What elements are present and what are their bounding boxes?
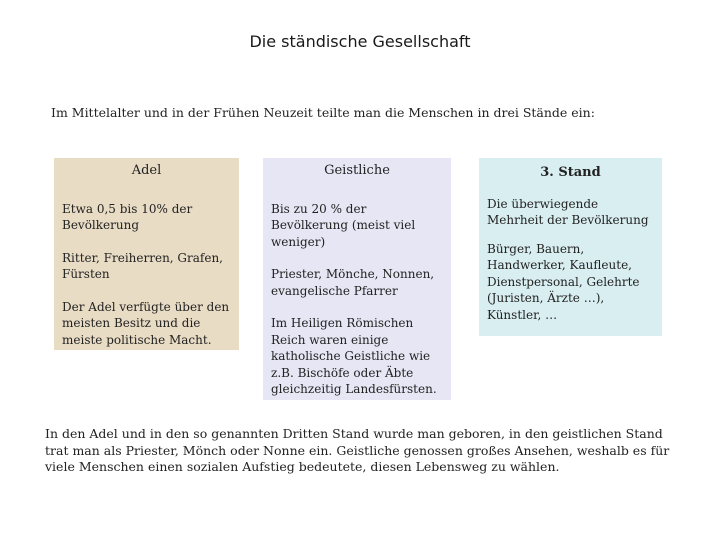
estate-geistliche-members: Priester, Mönche, Nonnen, evangelische Pfarrer: [271, 267, 435, 298]
estate-adel-share: Etwa 0,5 bis 10% der Bevölkerung: [62, 201, 193, 232]
estate-adel-members: Ritter, Freiherren, Grafen, Fürsten: [62, 250, 223, 281]
estate-box-dritter-stand: [479, 158, 662, 336]
estate-dritter-share: Die überwiegende Mehrheit der Bevölkerung: [487, 196, 649, 227]
estate-box-adel: [54, 158, 239, 350]
estate-box-geistliche: [263, 158, 451, 400]
estate-heading-adel: Adel: [131, 163, 162, 178]
estate-dritter-members: Bürger, Bauern, Handwerker, Kaufleute, Dienstpersonal, Gelehrte (Juristen, Ärzte …), Künstler, …: [487, 241, 640, 322]
estate-adel-power: Der Adel verfügte über den meisten Besitz und die meiste politische Macht.: [62, 299, 230, 347]
outro-text: In den Adel und in den so genannten Dritten Stand wurde man geboren, in den geistlichen Stand trat man als Priester, Mönch oder Nonne ein. Geistliche genossen großes Ansehen, weshalb es für viele Menschen einen sozialen Aufstieg bedeutete, diesen Lebensweg zu wählen.: [45, 426, 670, 474]
estate-heading-geistliche: Geistliche: [324, 163, 390, 178]
estate-heading-dritter-stand: 3. Stand: [540, 165, 601, 180]
estate-geistliche-note: Im Heiligen Römischen Reich waren einige katholische Geistliche wie z.B. Bischöfe oder Äbte gleichzeitig Landesfürsten.: [271, 316, 437, 396]
estate-geistliche-share: Bis zu 20 % der Bevölkerung (meist viel weniger): [271, 201, 416, 249]
page-title: Die ständische Gesellschaft: [249, 32, 471, 51]
intro-text: Im Mittelalter und in der Frühen Neuzeit teilte man die Menschen in drei Stände ein:: [51, 105, 595, 120]
